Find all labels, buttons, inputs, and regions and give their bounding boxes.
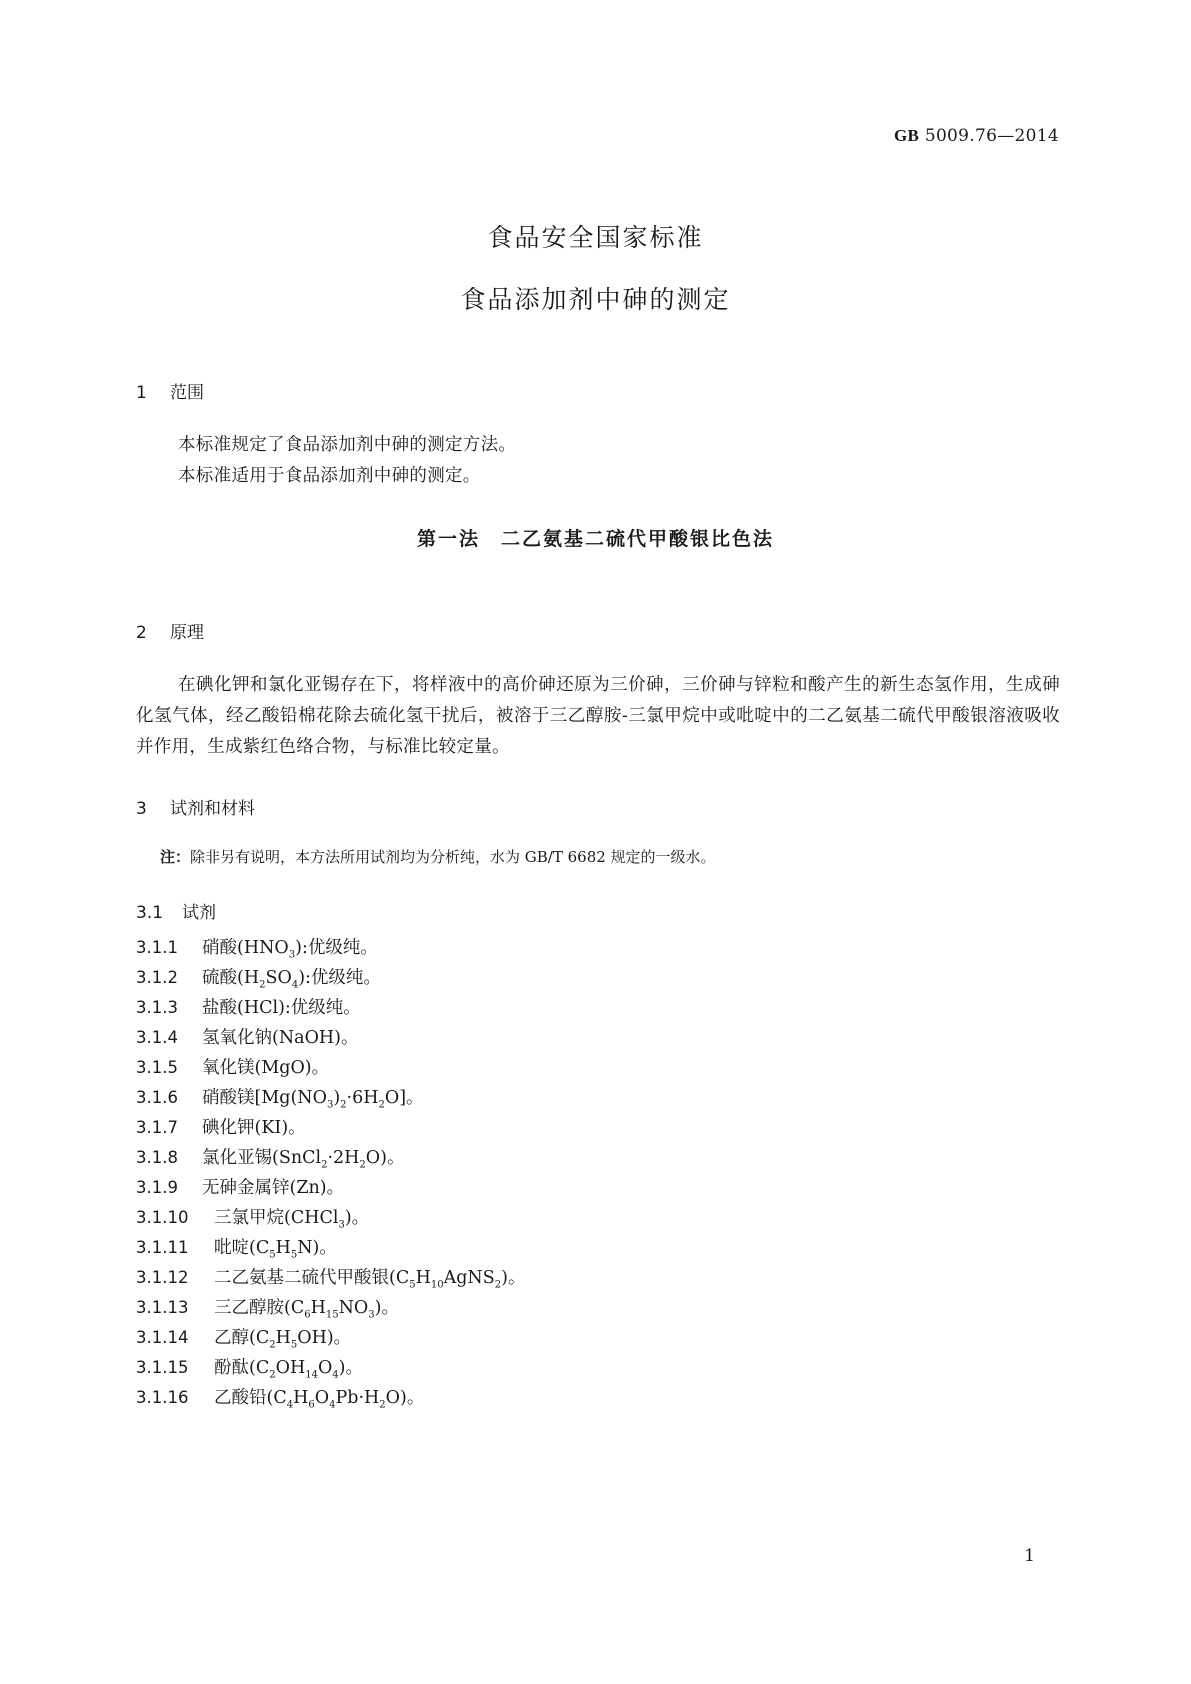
reagent-item	[136, 1174, 344, 1199]
formula-subscript: 2	[259, 979, 266, 991]
standard-code-number: 5009.76—2014	[919, 126, 1059, 146]
reagent-number: 3.1.8	[136, 1148, 178, 1167]
reagent-name: 三乙醇胺(C	[214, 1298, 305, 1318]
scope-paragraph-2: 本标准适用于食品添加剂中砷的测定。	[178, 466, 481, 486]
formula-text: O]。	[384, 1088, 424, 1108]
formula-subscript: 6	[304, 1309, 311, 1321]
principle-paragraph: 在碘化钾和氯化亚锡存在下，将样液中的高价砷还原为三价砷，三价砷与锌粒和酸产生的新生态氢作用，生成砷化氢气体，经乙酸铅棉花除去硫化氢干扰后，被溶于三乙醇胺-三氯甲烷中或吡啶中的二乙氨基二硫代甲酸银溶液吸收并作用，生成紫红色络合物，与标准比较定量。	[136, 675, 1060, 757]
reagent-item	[136, 1264, 525, 1291]
formula-subscript: 5	[290, 1339, 298, 1351]
section-3-1-heading	[136, 898, 216, 923]
formula-subscript: 15	[325, 1309, 339, 1321]
reagent-number: 3.1.4	[136, 1028, 178, 1047]
reagent-number: 3.1.6	[136, 1088, 178, 1107]
standard-code	[894, 126, 1059, 146]
formula-text: O)。	[385, 1388, 425, 1408]
reagent-number: 3.1.15	[136, 1358, 189, 1377]
formula-subscript: 2	[359, 1159, 366, 1171]
formula-text: H	[415, 1268, 431, 1288]
section-3-title: 试剂和材料	[170, 799, 255, 819]
reagent-item	[136, 1144, 404, 1171]
formula-text: O)。	[365, 1148, 405, 1168]
reagent-item	[136, 1294, 399, 1321]
formula-subscript: 2	[494, 1279, 502, 1291]
formula-subscript: 2	[269, 1369, 276, 1381]
reagent-item	[136, 1384, 424, 1411]
formula-subscript: 4	[329, 1399, 336, 1411]
reagent-number: 3.1.1	[136, 938, 178, 957]
note-text: 除非另有说明，本方法所用试剂均为分析纯，水为 GB/T 6682 规定的一级水。	[190, 848, 716, 866]
section-2-title: 原理	[170, 623, 204, 643]
reagent-number: 3.1.14	[136, 1328, 189, 1347]
formula-text: ):优级纯。	[298, 968, 381, 988]
reagent-number: 3.1.12	[136, 1268, 189, 1287]
reagent-number: 3.1.11	[136, 1238, 189, 1257]
formula-subscript: 5	[290, 1249, 298, 1261]
reagent-name: 无砷金属锌(Zn)。	[202, 1178, 345, 1198]
section-1-heading	[136, 378, 204, 403]
reagent-item	[136, 934, 378, 961]
reagent-number: 3.1.13	[136, 1298, 189, 1317]
reagent-item	[136, 1234, 337, 1261]
formula-text: H	[293, 1388, 309, 1408]
reagent-item	[136, 1114, 306, 1139]
reagent-number: 3.1.7	[136, 1118, 178, 1137]
formula-subscript: 3	[368, 1309, 375, 1321]
reagent-item	[136, 964, 381, 991]
reagent-item	[136, 1024, 359, 1049]
reagent-name: 三氯甲烷(CHCl	[214, 1208, 339, 1228]
reagent-name: 二乙氨基二硫代甲酸银(C	[214, 1268, 410, 1288]
method-title: 第一法 二乙氨基二硫代甲酸银比色法	[416, 528, 774, 550]
formula-subscript: 2	[379, 1399, 386, 1411]
formula-text: H	[275, 1328, 291, 1348]
formula-text: H	[275, 1238, 291, 1258]
section-3-heading	[136, 794, 255, 819]
reagent-name: 氧化镁(MgO)。	[202, 1058, 330, 1078]
document-subtitle: 食品添加剂中砷的测定	[460, 285, 731, 314]
reagent-name: 吡啶(C	[214, 1238, 270, 1258]
formula-text: Pb·H	[335, 1388, 380, 1408]
formula-subscript: 3	[288, 949, 296, 961]
section-3-1-number: 3.1	[136, 903, 164, 923]
page-number: 1	[1024, 1546, 1035, 1566]
formula-text: )。	[338, 1358, 363, 1378]
formula-subscript: 4	[291, 979, 299, 991]
formula-subscript: 10	[430, 1279, 444, 1291]
formula-text: O	[314, 1388, 330, 1408]
reagent-name: 酚酞(C	[214, 1358, 270, 1378]
formula-text: )	[333, 1088, 341, 1108]
formula-subscript: 5	[269, 1249, 276, 1261]
section-3-number: 3	[136, 799, 147, 819]
reagent-number: 3.1.9	[136, 1178, 178, 1197]
formula-text: AgNS	[443, 1268, 495, 1288]
reagent-number: 3.1.16	[136, 1388, 189, 1407]
formula-subscript: 14	[305, 1369, 318, 1381]
formula-subscript: 2	[378, 1099, 385, 1111]
section-2-heading	[136, 618, 204, 643]
reagent-item	[136, 1354, 363, 1381]
formula-text: O	[317, 1358, 333, 1378]
formula-text: SO	[265, 968, 292, 988]
reagent-name: 氢氧化钠(NaOH)。	[202, 1028, 359, 1048]
reagent-number: 3.1.5	[136, 1058, 178, 1077]
formula-subscript: 2	[340, 1099, 347, 1111]
formula-subscript: 3	[338, 1219, 345, 1231]
formula-subscript: 3	[326, 1099, 334, 1111]
formula-subscript: 6	[308, 1399, 315, 1411]
formula-text: OH)。	[297, 1328, 352, 1348]
reagent-name: 乙酸铅(C	[214, 1388, 287, 1408]
standard-code-prefix: GB	[893, 126, 920, 145]
formula-text: ·6H	[346, 1088, 379, 1108]
document-title: 食品安全国家标准	[487, 223, 704, 252]
formula-text: ):优级纯。	[295, 938, 378, 958]
formula-subscript: 2	[269, 1339, 276, 1351]
formula-text: )。	[501, 1268, 526, 1288]
reagent-item	[136, 994, 361, 1019]
formula-subscript: 4	[332, 1369, 339, 1381]
formula-subscript: 5	[409, 1279, 416, 1291]
reagent-number: 3.1.10	[136, 1208, 189, 1227]
formula-text: N)。	[297, 1238, 337, 1258]
note-label: 注：	[160, 848, 191, 866]
formula-text: )。	[344, 1208, 370, 1228]
reagent-name: 硝酸(HNO	[202, 938, 289, 958]
formula-text: H	[310, 1298, 326, 1318]
reagent-name: 乙醇(C	[214, 1328, 270, 1348]
reagent-item	[136, 1324, 351, 1351]
reagent-number: 3.1.3	[136, 998, 178, 1017]
formula-text: ·2H	[327, 1148, 360, 1168]
formula-subscript: 4	[286, 1399, 294, 1411]
reagent-name: 盐酸(HCl):优级纯。	[202, 998, 361, 1018]
section-1-number: 1	[136, 383, 147, 403]
reagent-name: 氯化亚锡(SnCl	[202, 1148, 322, 1168]
section-1-title: 范围	[170, 383, 204, 403]
formula-text: )。	[374, 1298, 399, 1318]
reagent-name: 碘化钾(KI)。	[202, 1118, 306, 1138]
reagent-item	[136, 1054, 329, 1079]
section-3-1-title: 试剂	[182, 903, 216, 923]
formula-text: OH	[275, 1358, 306, 1378]
scope-paragraph-1: 本标准规定了食品添加剂中砷的测定方法。	[178, 435, 517, 455]
formula-subscript: 2	[321, 1159, 328, 1171]
reagent-item	[136, 1204, 369, 1231]
reagent-name: 硝酸镁[Mg(NO	[202, 1088, 327, 1108]
section-2-number: 2	[136, 623, 147, 643]
reagent-number: 3.1.2	[136, 968, 178, 987]
reagent-item	[136, 1084, 424, 1111]
note	[160, 846, 716, 867]
formula-text: NO	[338, 1298, 369, 1318]
reagent-name: 硫酸(H	[202, 968, 260, 988]
